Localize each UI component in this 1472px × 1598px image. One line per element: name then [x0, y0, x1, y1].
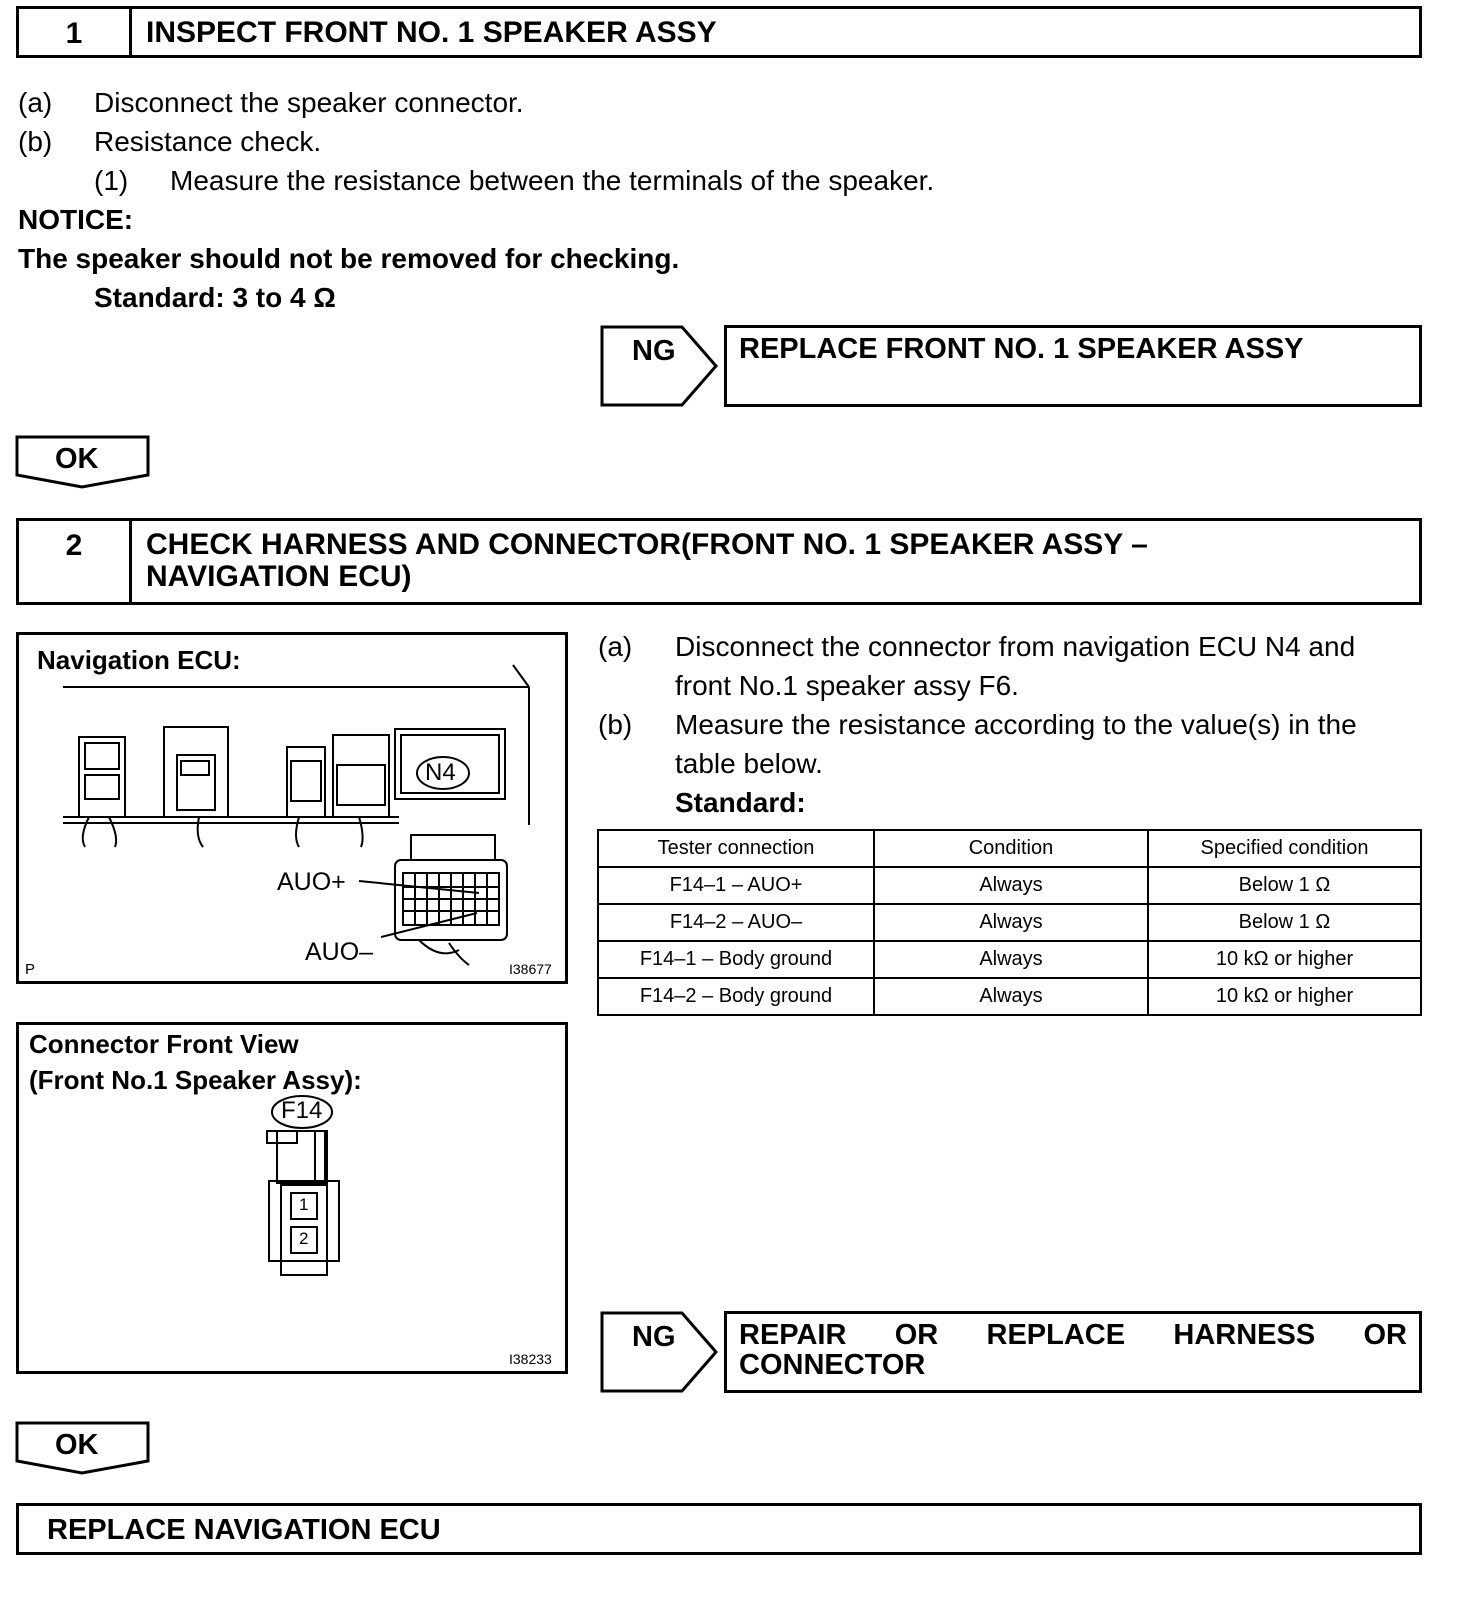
table-header: Condition — [874, 830, 1148, 867]
ng-label-2: NG — [632, 1321, 676, 1353]
table-cell: 10 kΩ or higher — [1148, 941, 1421, 978]
table-cell: F14–2 – Body ground — [598, 978, 874, 1015]
step1-title: INSPECT FRONT NO. 1 SPEAKER ASSY — [146, 16, 717, 49]
speaker-connector-drawing — [19, 1025, 565, 1371]
step1-number: 1 — [19, 9, 132, 55]
step2-item-a-line2: front No.1 speaker assy F6. — [675, 670, 1019, 701]
step2-item-b-line1: Measure the resistance according to the value(s) in the — [675, 709, 1357, 740]
ng-arrow-1 — [600, 325, 720, 407]
table-row — [598, 867, 1421, 904]
ng-result-2-line2: CONNECTOR — [739, 1349, 926, 1381]
ok-label-1: OK — [55, 443, 99, 475]
table-cell: Always — [874, 978, 1148, 1015]
table-cell: 10 kΩ or higher — [1148, 978, 1421, 1015]
table-cell: Below 1 Ω — [1148, 904, 1421, 941]
step2-item-a-label: (a) — [598, 631, 633, 662]
step1-item-a-text: Disconnect the speaker connector. — [94, 87, 524, 118]
figure1-id: I38677 — [509, 961, 552, 977]
step2-item-b-line2: table below. — [675, 748, 823, 779]
figure2-title-line2: (Front No.1 Speaker Assy): — [29, 1065, 362, 1095]
step1-item-b-text: Resistance check. — [94, 126, 322, 157]
ok-label-2: OK — [55, 1429, 99, 1461]
table-cell: Below 1 Ω — [1148, 867, 1421, 904]
table-cell: Always — [874, 941, 1148, 978]
table-cell: F14–1 – Body ground — [598, 941, 874, 978]
table-cell: F14–2 – AUO– — [598, 904, 874, 941]
pin-2: 2 — [299, 1229, 309, 1248]
final-action — [16, 1503, 1422, 1555]
figure2-id: I38233 — [509, 1351, 552, 1367]
table-row — [598, 941, 1421, 978]
pin-1: 1 — [299, 1195, 309, 1214]
spec-table — [597, 829, 1422, 1016]
step1-subitem-label: (1) — [94, 165, 129, 196]
figure-connector-front-view — [16, 1022, 568, 1374]
step2-title — [146, 529, 1409, 593]
step2-header — [16, 518, 1422, 605]
step1-item-b-label: (b) — [18, 126, 53, 157]
pin-auo-plus: AUO+ — [277, 868, 346, 896]
step2-number: 2 — [19, 521, 132, 602]
step1-item-a-label: (a) — [18, 87, 53, 118]
table-row — [598, 904, 1421, 941]
ng-result-2-line1: REPAIR OR REPLACE HARNESS OR — [739, 1319, 1407, 1351]
step2-item-a-line1: Disconnect the connector from navigation ECU N4 and — [675, 631, 1356, 662]
table-header: Tester connection — [598, 830, 874, 867]
navigation-ecu-drawing — [19, 635, 565, 981]
pin-auo-minus: AUO– — [305, 938, 374, 966]
ng-label-1: NG — [632, 335, 676, 367]
n4-label: N4 — [425, 759, 456, 786]
notice-label: NOTICE: — [18, 204, 134, 235]
table-row — [598, 978, 1421, 1015]
notice-text: The speaker should not be removed for checking. — [18, 243, 680, 274]
step2-item-b-label: (b) — [598, 709, 633, 740]
table-cell: F14–1 – AUO+ — [598, 867, 874, 904]
ng-result-2 — [724, 1311, 1422, 1393]
table-cell: Always — [874, 904, 1148, 941]
figure1-title: Navigation ECU: — [37, 645, 241, 675]
step2-title-line2: NAVIGATION ECU) — [146, 560, 412, 593]
table-cell: Always — [874, 867, 1148, 904]
table-header: Specified condition — [1148, 830, 1421, 867]
final-title: REPLACE NAVIGATION ECU — [47, 1514, 441, 1546]
table-header-row — [598, 830, 1421, 867]
step2-standard-label: Standard: — [675, 787, 806, 818]
ok-arrow-1 — [15, 435, 151, 489]
ok-arrow-2 — [15, 1421, 151, 1475]
figure1-corner-mark: P — [25, 961, 36, 978]
figure-navigation-ecu — [16, 632, 568, 984]
step1-standard: Standard: 3 to 4 Ω — [94, 282, 336, 313]
step2-title-line1: CHECK HARNESS AND CONNECTOR(FRONT NO. 1 SPEAKER ASSY – — [146, 528, 1148, 561]
step1-header — [16, 6, 1422, 58]
step1-subitem-text: Measure the resistance between the terminals of the speaker. — [170, 165, 935, 196]
figure2-title-line1: Connector Front View — [29, 1029, 299, 1059]
ng-result-1: REPLACE FRONT NO. 1 SPEAKER ASSY — [724, 325, 1422, 407]
f14-label: F14 — [281, 1097, 323, 1124]
ng-arrow-2 — [600, 1311, 720, 1393]
